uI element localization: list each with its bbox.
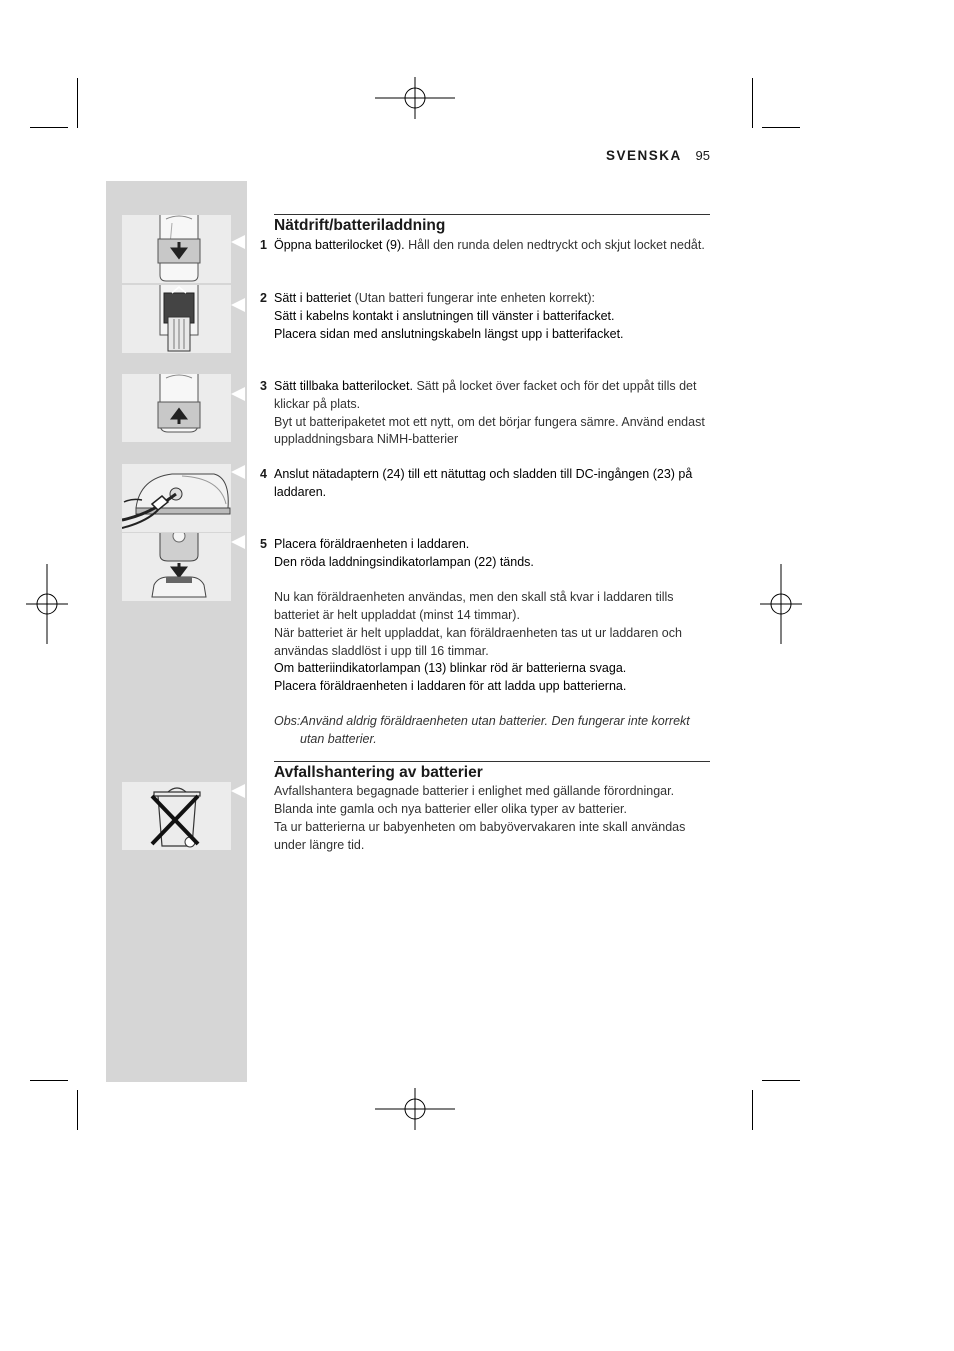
adapter-connect-illustration: [122, 464, 231, 532]
step-4: [260, 466, 714, 502]
registration-mark-left: [26, 564, 68, 644]
crossed-bin-illustration: [122, 782, 231, 850]
disposal-line-1: Avfallshantera begagnade batterier i enlighet med gällande förordningar.: [274, 784, 675, 798]
pointer-triangle-1: [231, 235, 245, 249]
paragraph-ready: Nu kan föräldraenheten användas, men den skall stå kvar i laddaren tills batteriet är helt uppladdat (minst 14 timmar).: [274, 590, 674, 622]
pointer-triangle-2: [231, 298, 245, 312]
registration-mark-right: [760, 564, 802, 644]
step-5: [260, 536, 714, 572]
paragraph-cordless: När batteriet är helt uppladdat, kan föräldraenheten tas ut ur laddaren och användas sladdlöst i upp till 16 timmar.: [274, 626, 682, 658]
step-3: [260, 378, 714, 449]
paragraph-recharge: Placera föräldraenheten i laddaren för att ladda upp batterierna.: [274, 679, 627, 693]
registration-mark-bottom: [375, 1088, 455, 1130]
step-rest: (Utan batteri fungerar inte enheten korrekt):: [351, 291, 596, 305]
step-2: [260, 290, 714, 343]
note-label: Obs:: [274, 714, 301, 728]
step-lead: Anslut nätadaptern (24) till ett nätuttag och sladden till DC-ingången (23) på laddaren.: [274, 467, 693, 499]
page-header: [606, 148, 710, 163]
step-line: Byt ut batteripaketet mot ett nytt, om det börjar fungera sämre. Använd endast uppladdningsbara NiMH-batterier: [274, 414, 705, 447]
step-number: 2: [260, 291, 267, 305]
step-line: Den röda laddningsindikatorlampan (22) tänds.: [274, 554, 534, 569]
step-line: Placera sidan med anslutningskabeln längst upp i batterifacket.: [274, 326, 624, 341]
step-number: 3: [260, 379, 267, 393]
step-lead: Sätt i batteriet: [274, 291, 352, 305]
page-number: 95: [695, 148, 710, 163]
pointer-triangle-6: [231, 784, 245, 798]
step-number: 5: [260, 537, 267, 551]
battery-insert-illustration: [122, 285, 231, 353]
step-rest: Håll den runda delen nedtryckt och skjut locket nedåt.: [404, 238, 705, 252]
step-number: 1: [260, 238, 267, 252]
section-title-disposal: Avfallshantering av batterier: [274, 764, 483, 781]
disposal-line-3: Ta ur batterierna ur babyenheten om babyövervakaren inte skall användas under längre tid.: [274, 820, 686, 852]
language-label: SVENSKA: [606, 148, 682, 163]
battery-cover-open-illustration: [122, 215, 231, 283]
step-lead: Sätt tillbaka batterilocket.: [274, 379, 413, 393]
registration-mark-top: [375, 77, 455, 119]
step-1: [260, 237, 714, 255]
paragraph-low-battery: Om batteriindikatorlampan (13) blinkar röd är batterierna svaga.: [274, 661, 627, 675]
note-text: Använd aldrig föräldraenheten utan batterier. Den fungerar inte korrekt: [300, 714, 690, 728]
section-rule-2: [274, 761, 710, 762]
note-text-cont: utan batterier.: [300, 731, 377, 746]
step-number: 4: [260, 467, 267, 481]
disposal-line-2: Blanda inte gamla och nya batterier eller olika typer av batterier.: [274, 802, 627, 816]
battery-cover-close-illustration: [122, 374, 231, 442]
section-rule-1: [274, 214, 710, 215]
step-rest: Sätt på locket över facket och för det uppåt tills det klickar på plats.: [274, 379, 697, 411]
section-title-charging: Nätdrift/batteriladdning: [274, 217, 446, 234]
pointer-triangle-3: [231, 387, 245, 401]
step-lead: Öppna batterilocket (9).: [274, 238, 405, 252]
note: [274, 713, 714, 749]
charger-place-illustration: [122, 533, 231, 601]
step-lead: Placera föräldraenheten i laddaren.: [274, 537, 470, 551]
pointer-triangle-4: [231, 465, 245, 479]
pointer-triangle-5: [231, 535, 245, 549]
step-line: Sätt i kabelns kontakt i anslutningen till vänster i batterifacket.: [274, 308, 615, 323]
